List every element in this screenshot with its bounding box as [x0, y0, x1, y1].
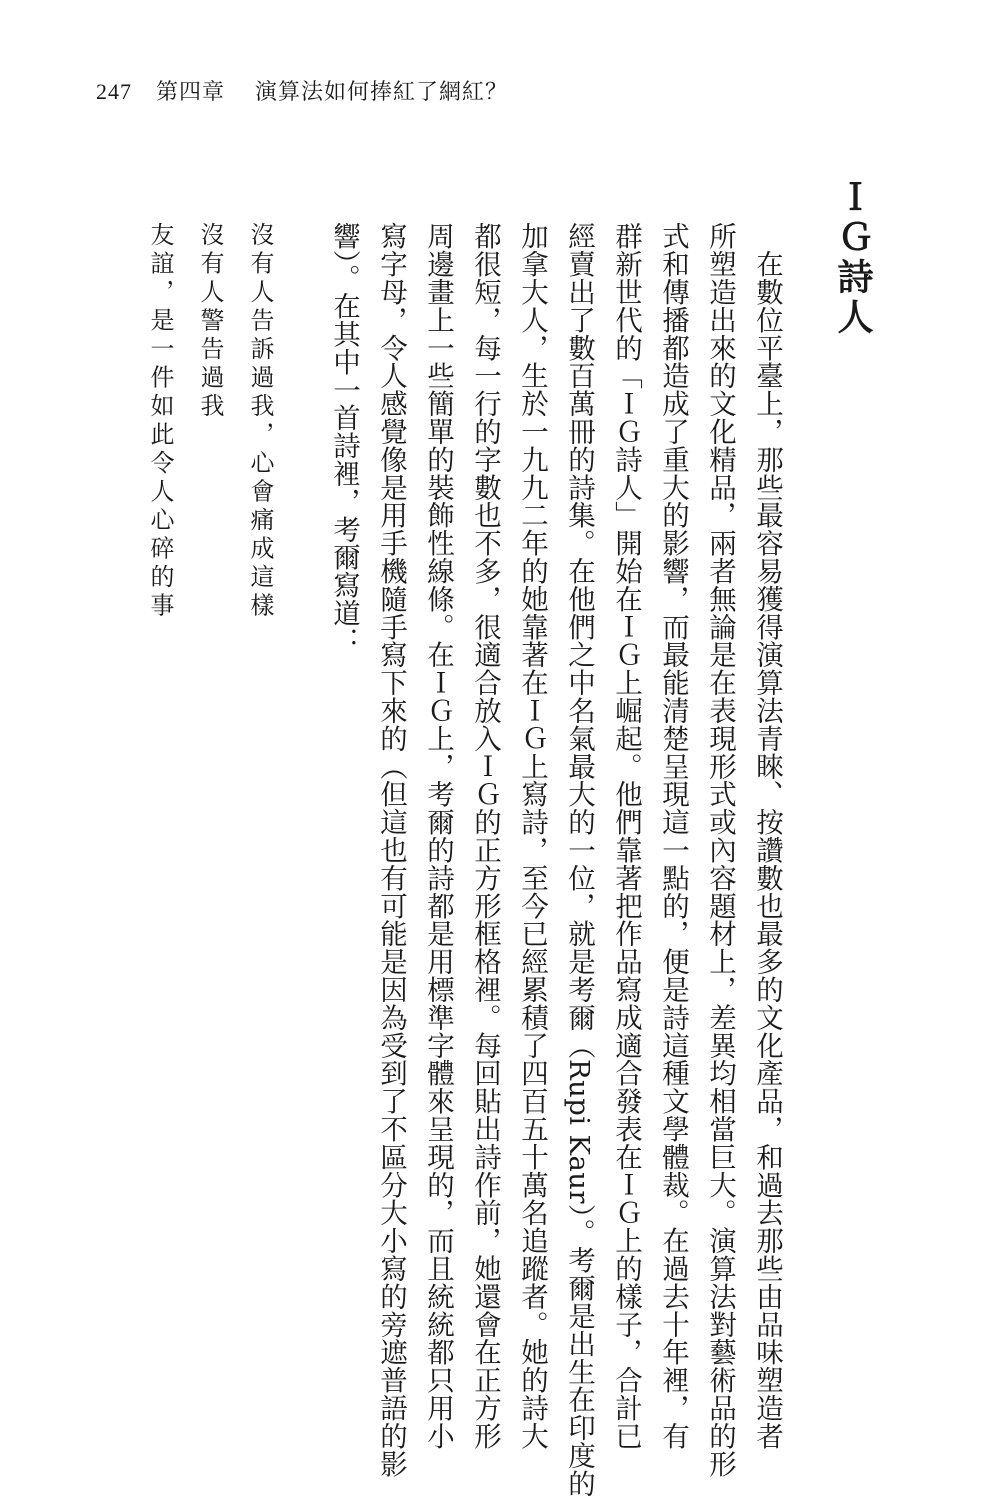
- body-column: 所塑造出來的文化精品，兩者無論是在表現形式或內容題材上，差異均相當巨大。演算法對藝術品的形: [704, 222, 736, 1478]
- body-column: 都很短，每一行的字數也不多，很適合放入ＩＧ的正方形框格裡。每回貼出詩作前，她還會在正方形: [469, 222, 501, 1450]
- chapter-title: 演算法如何捧紅了網紅？: [255, 80, 509, 105]
- running-header: [96, 78, 508, 107]
- poem-line: 沒有人警告過我: [196, 222, 224, 422]
- body-column: 寫字母，令人感覺像是用手機隨手寫下來的（但這也有可能是因為受到了不區分大小寫的旁遮普語的影: [375, 222, 407, 1478]
- body-column: 群新世代的「ＩＧ詩人」開始在ＩＧ上崛起。他們靠著把作品寫成適合發表在ＩＧ上的樣子，合計已: [610, 222, 642, 1450]
- body-column: 經賣出了數百萬冊的詩集。在他們之中名氣最大的一位，就是考爾（Rupi Kaur）。考爾是出生在印度的: [563, 222, 595, 1497]
- chapter-label: 第四章: [156, 80, 226, 105]
- body-column: 加拿大人，生於一九九二年的她靠著在ＩＧ上寫詩，至今已經累積了四百五十萬名追蹤者。她的詩大: [516, 222, 548, 1450]
- body-column: 周邊畫上一些簡單的裝飾性線條。在ＩＧ上，考爾的詩都是用標準字體來呈現的，而且統統都只用小: [422, 222, 454, 1450]
- body-column: 式和傳播都造成了重大的影響，而最能清楚呈現這一點的，便是詩這種文學體裁。在過去十年裡，有: [657, 222, 689, 1450]
- poem-line: 友誼，是一件如此令人心碎的事: [146, 222, 174, 621]
- page-number: 247: [96, 79, 132, 104]
- poem-line: 沒有人告訴過我，心會痛成這樣: [246, 222, 274, 621]
- body-column: 在數位平臺上，那些最容易獲得演算法青睞、按讚數也最多的文化產品，和過去那些由品味塑造者: [751, 222, 783, 1450]
- section-title: ＩＧ詩人: [832, 178, 873, 338]
- body-column: 響）。在其中一首詩裡，考爾寫道：: [328, 222, 360, 655]
